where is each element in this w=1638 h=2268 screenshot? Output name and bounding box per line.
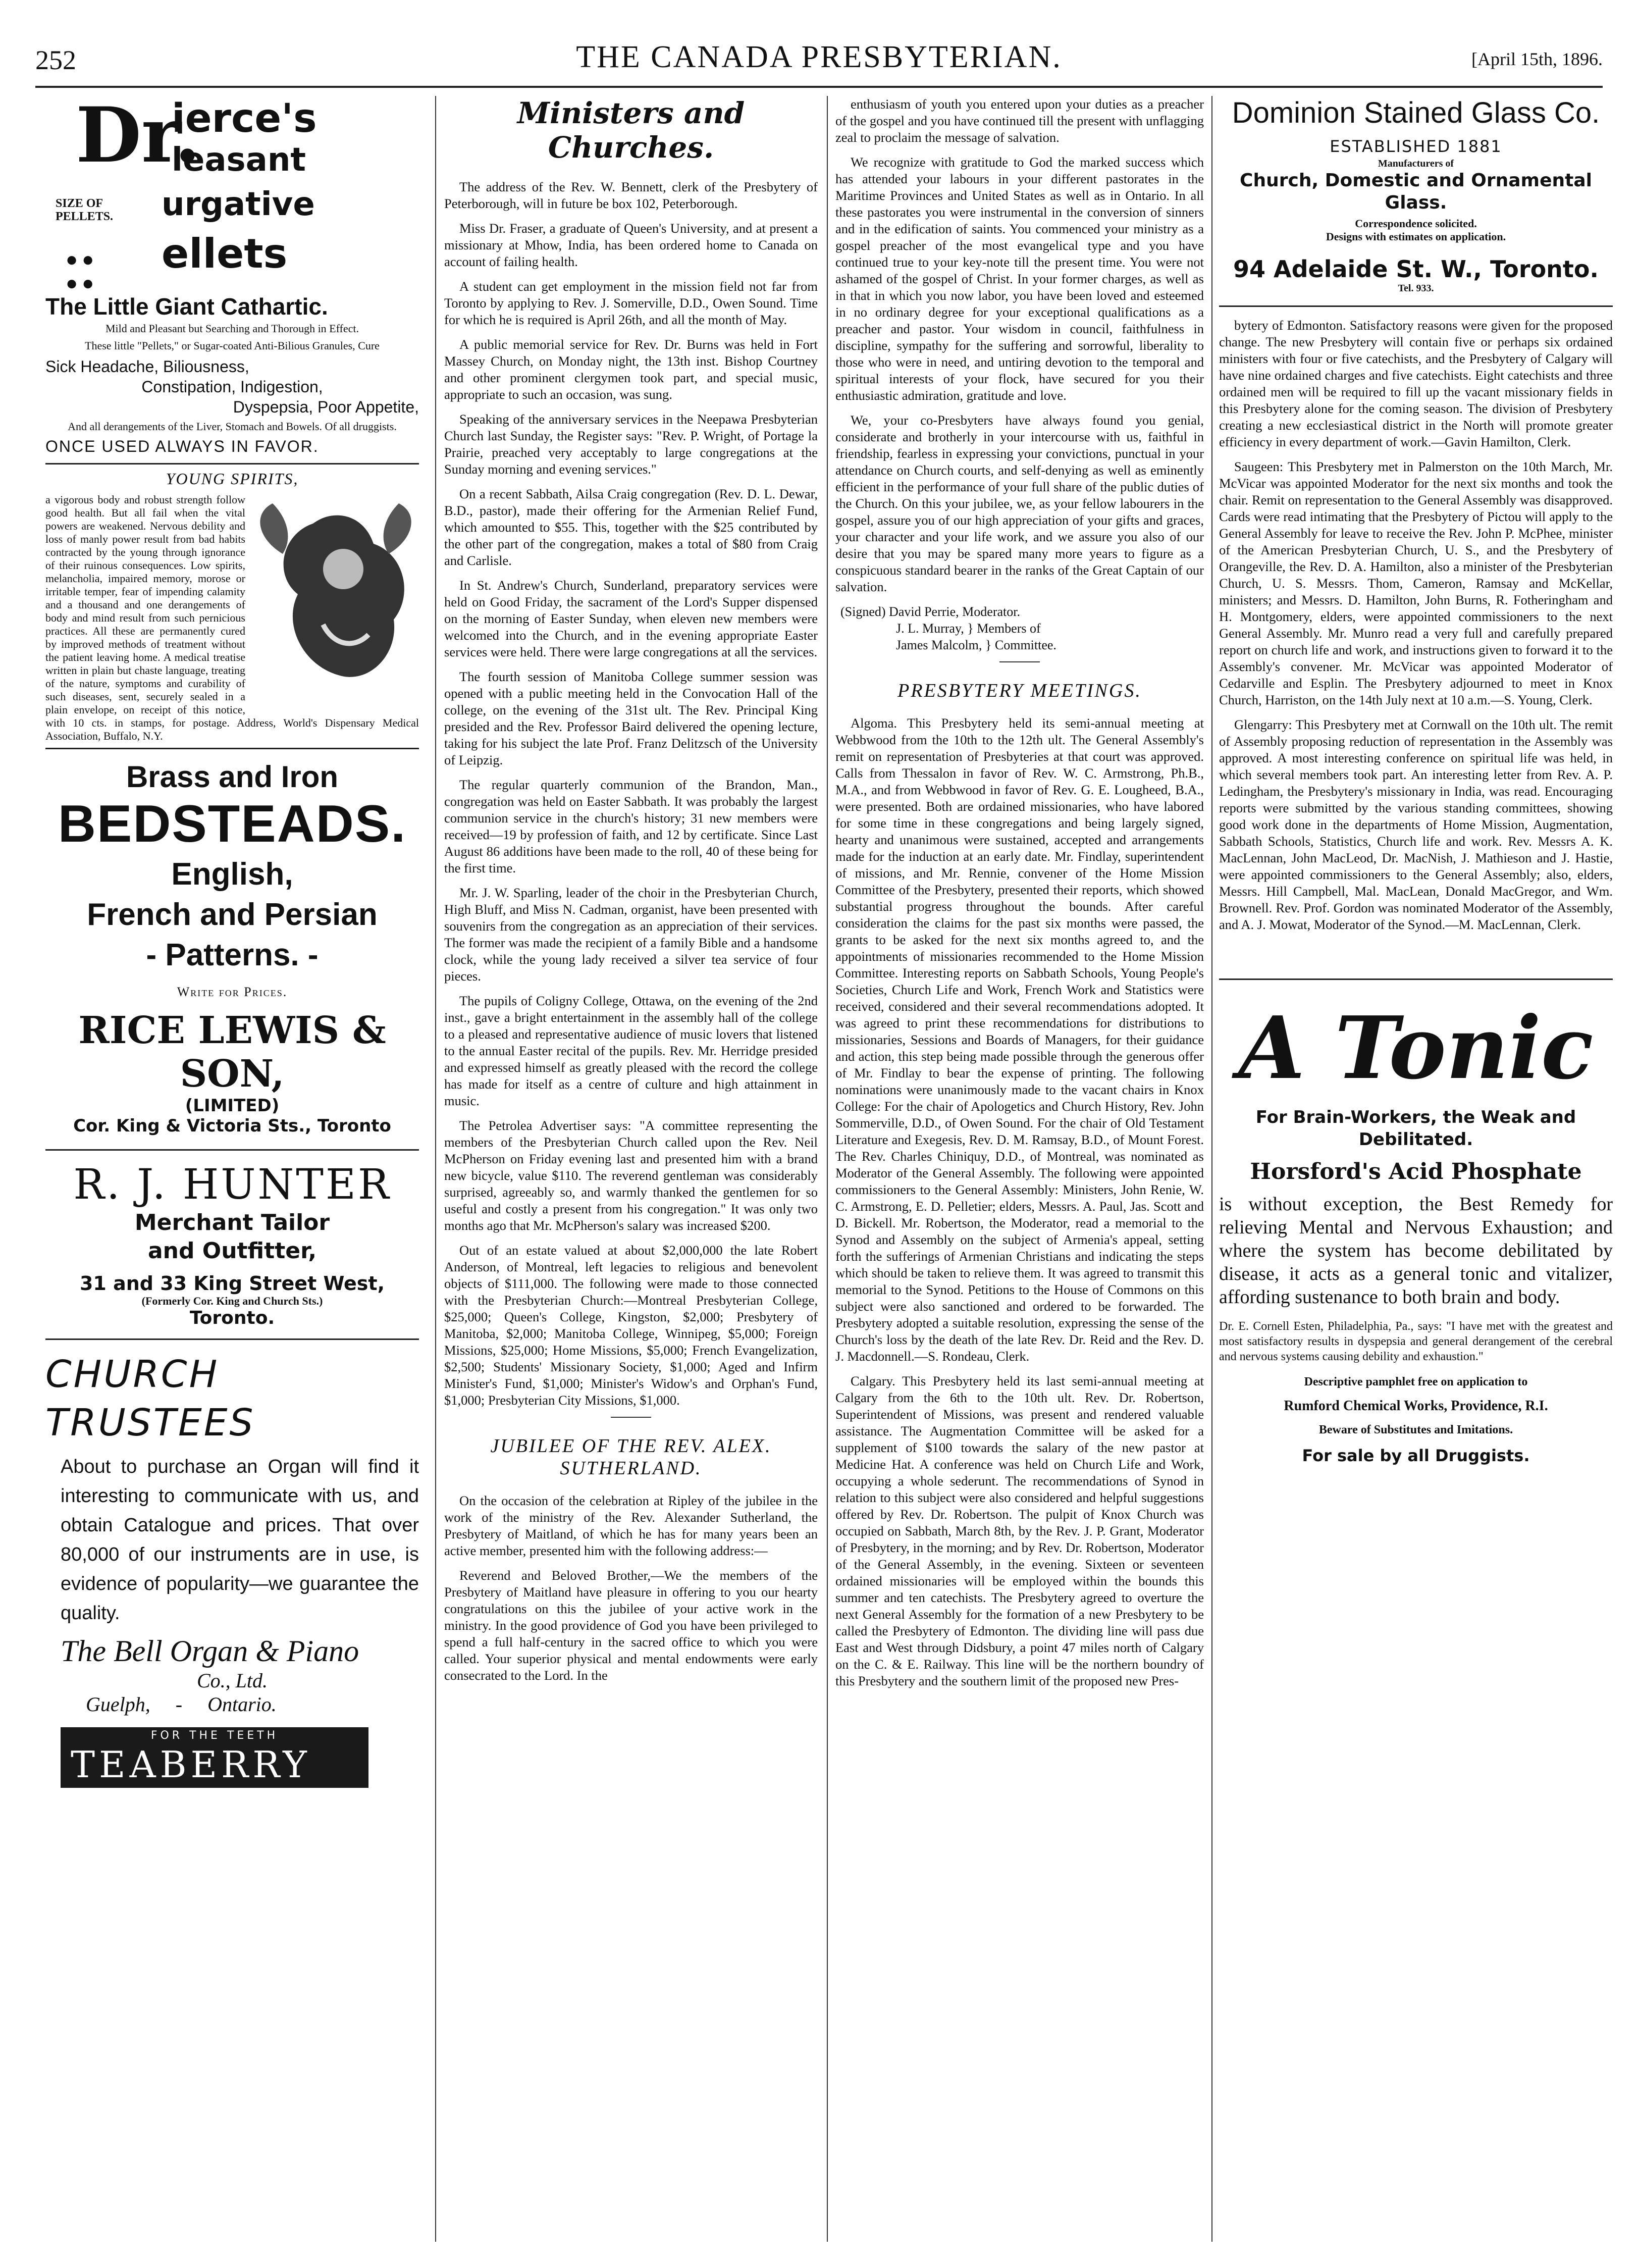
dominion-tel: Tel. 933. (1398, 283, 1434, 294)
paragraph: We, your co-Presbyters have always found you genial, considerate and brotherly in your intercourse with us, faithful in friendship, fearless in expressing your convictions, punctual in your attendance on Church courts, and self-denying as well as eminently efficient in the performance of your full share of the public duties of the Church. On this your jubilee, we, as your fellow labourers in the gospel, assure you of our high appreciation of your gifts and graces, your character and your life work, and we assure you also of our desire that you may be spared many more years to figure as a conspicuous standard bearer in the ranks of the Great Captain of our salvation. (835, 413, 1204, 594)
hunter-ad (45, 1151, 419, 1340)
signature-block (840, 603, 1204, 653)
jubilee-address (835, 96, 1204, 595)
hunter-formerly: (Formerly Cor. King and Church Sts.) (141, 1295, 323, 1307)
paragraph: enthusiasm of youth you entered upon your duties as a preacher of the gospel and you have continued till the present with unflagging zeal to proclaim the message of salvation. (835, 96, 1204, 145)
for-sale-text: For sale by all Druggists. (1302, 1446, 1530, 1465)
pierce-pellets-ad (45, 96, 419, 465)
young-spirits-body: a vigorous body and robust strength follow good health. But all fail when the vital powers are weakened. Nervous debility and loss of manly power result from bad habits contracted by the young through ignorance of their ruinous consequences. Low spirits, melancholia, impaired memory, morose or irritable temper, fear of impending calamity and a thousand and one derangements of body and mind result from such pernicious practices. All these are permanently cured by improved methods of treatment without the patient leaving home. A medical treatise written in plain but chaste language, treating of the nature, symptoms and curability of such diseases, sent, securely sealed in a plain envelope, on receipt of this notice, with 10 cts. in stamps, for postage. Address, World's Dispensary Medical Association, Buffalo, N.Y. (45, 493, 419, 742)
paragraph: Speaking of the anniversary services in the Neepawa Presbyterian Church last Sunday, the Register says: "Rev. P. Wright, of Portage la Prairie, preached very acceptably to large congregations at the Sunday morning and evening services." (444, 411, 818, 477)
hunter-city: Toronto. (189, 1308, 275, 1328)
presbytery-reports-continued (1219, 317, 1613, 933)
all-derangements-text: And all derangements of the Liver, Stomach and Bowels. Of all druggists. (68, 420, 397, 433)
bell-place: Ontario. (207, 1693, 277, 1716)
signed-line: J. L. Murray, } Members of (896, 621, 1041, 636)
paragraph: Out of an estate valued at about $2,000,000 the late Robert Anderson, of Montreal, left legacies to religious and benevolent objects of $111,000. The following were made to those connected with the Presbyterian Church:—Montreal Presbyterian College, $25,000; Queen's College, Kingston, $2,000; Presbytery of Manitoba, $2,000; Manitoba College, Winnipeg, $5,000; Foreign Missions, $25,000; Home Missions, $5,000; French Evangelization, $2,500; Students' Missionary Society, $1,000; Aged and Infirm Minister's Fund, $1,000; Minister's Widow's and Orphan's Fund, $1,000; Presbyterian City Missions, $1,000. (444, 1243, 818, 1408)
horsford-ad (1219, 978, 1613, 1465)
paragraph: Reverend and Beloved Brother,—We the members of the Presbytery of Maitland have pleasure in offering to you our hearty congratulations on this the jubilee of your active work in the ministry. In the good providence of God you have been privileged to spend a full half-century in the sacred office to which you were called. Your superior physical and mental endowments were early consecrated to the Lord. In the (444, 1568, 818, 1683)
logo-word: ellets (162, 230, 288, 277)
these-text: These little "Pellets," or Sugar-coated Anti-Bilious Granules, Cure (85, 339, 380, 352)
bedsteads-ad (45, 749, 419, 1151)
young-spirits-ad (45, 470, 419, 749)
jubilee-text (444, 1492, 818, 1684)
church-trustees-ad (45, 1340, 419, 1798)
paragraph: bytery of Edmonton. Satisfactory reasons were given for the proposed change. The new Presbytery will contain five or perhaps six ordained ministers with four or five catechists, and the Presbytery of Calgary will have nine ordained charges and five catechists. Eight catechists and three ordained men will be required to fill up the vacant missionary fields in this Presbytery alone for the coming season. The division of Presbytery creating a new ecclesiastical district in the North will promote greater efficiency in every department of work.—Gavin Hamilton, Clerk. (1219, 318, 1613, 449)
tonic-pamphlet: Descriptive pamphlet free on application to (1304, 1375, 1528, 1388)
bell-dash: - (175, 1693, 183, 1716)
hunter-address: 31 and 33 King Street West, (79, 1272, 385, 1295)
paragraph: Algoma. This Presbytery held its semi-annual meeting at Webbwood from the 10th to the 12th ult. The General Assembly's remit on representation of Presbyteries at that court was approved. Calls from Thessalon in favor of Rev. W. C. Armstrong, Ph.B., M.A., and from Webbwood in favor of Rev. G. E. Lougheed, B.A., were presented. Both are ordained missionaries, who have labored for some time in these congregations and being largely signed, hearty and unanimous were sustained, accepted and arrangements made for the induction at an early date. Mr. Findlay, superintendent of missions, and Mr. Rennie, convener of the Home Mission Committee of the Presbytery, presented their reports, which showed substantial progress throughout the bounds. After careful consideration the claims for the past six months were passed, the grants to be asked for the next six months agreed to, and the appointments of missionaries recommended to the Home Mission Committee. Interesting reports on Sabbath Schools, Young People's Societies, Church Life and Work, French Work and Statistics were received, considered and their several recommendations adopted. It was agreed to print these recommendations for distributions to missionaries, Sessions and Boards of Managers, for their guidance and action, this step being made possible through the generous offer of Mr. Findlay to bear the expense of printing. The following nominations were unanimously made to the vacant chairs in Knox College: For the chair of Apologetics and Church History, Rev. John Sommerville, D.D., of Owen Sound. For the chair of Old Testament Literature and Exegesis, Rev. D. M. Ramsay, B.D., of Mount Forest. The Rev. Charles Chiniquy, D.D., of Montreal, was nominated as Moderator of the General Assembly. The following were appointed commissioners to the General Assembly: Ministers, John Renie, W. C. Armstrong, E. D. Pelletier; elders, Messrs. A. Paul, Jas. Scott and D. Bickell. Mr. Robertson, the Moderator, read a memorial to the Synod and Assembly on the subject of Armenia's appeal, setting forth the sufferings of Armenian Christians and indicating the steps which should be taken to relieve them. It was agreed to transmit this memorial to the Synod. Petitions to the House of Commons on this subject were also sanctioned and ordered to be forwarded. The Presbytery adopted a suitable resolution, expressing the sense of the Church's loss by the death of the late Rev. Dr. Reid and the Rev. D. J. Macdonnell.—S. Rondeau, Clerk. (835, 715, 1204, 1364)
dominion-manufacturers: Manufacturers of (1378, 158, 1454, 169)
paragraph: Mr. J. W. Sparling, leader of the choir in the Presbyterian Church, High Bluff, and Miss N. Cadman, organist, have been presented with souvenirs from the congregation as an appreciation of their services. The former was made the recipient of a family Bible and a handsome clock, while the young lady received a silver tea service of four pieces. (444, 885, 818, 984)
right-column (1219, 96, 1613, 2247)
paragraph: On the occasion of the celebration at Ripley of the jubilee in the work of the ministry of the Rev. Alexander Sutherland, the Presbytery of Maitland, of which he has for many years been an active member, presented him with the following address:— (444, 1493, 818, 1558)
dominion-designs: Designs with estimates on application. (1326, 230, 1506, 243)
tonic-body: is without exception, the Best Remedy for relieving Mental and Nervous Exhaustion; and where the system has become debilitated by disease, it acts as a general tonic and vitalizer, affording sustenance to both brain and body. (1219, 1194, 1613, 1308)
paragraph: Miss Dr. Fraser, a graduate of Queen's University, and at present a missionary at Mhow, India, has been ordered home to Canada on account of failing health. (444, 221, 818, 269)
page-header (35, 39, 1603, 85)
ailment-line: Constipation, Indigestion, (141, 378, 323, 396)
brass-line: English, (171, 857, 293, 892)
dominion-glass-ad (1219, 96, 1613, 307)
header-rule (35, 86, 1603, 88)
teaberry-ad (61, 1727, 368, 1788)
catharic-title: The Little Giant Cathartic. (45, 293, 328, 320)
pellet-dots-icon: ●● ●● (66, 248, 98, 294)
paragraph: Saugeen: This Presbytery met in Palmerston on the 10th March, Mr. McVicar was appointed Moderator for the next six months and took the chair. Remit on representation to the General Assembly was disapproved. Cards were read intimating that the Presbytery of Pictou will apply to the General Assembly for leave to receive the Rev. John P. McPhee, minister of the American Presbyterian Church, U. S., and the Presbytery of Orangeville, the Rev. D. A. Hamilton, also a minister of the Presbyterian Church, U. S. Messrs. Thom, Cameron, Ramsay and McKellar, ministers; and Messrs. D. Hamilton, John Burns, R. Fotheringham and H. Montgomery, elders, were appointed commissioners to the next General Assembly. Mr. Munro read a very full and carefully prepared report on church life and work, and instructions given to forward it to the Assembly's convener. Mr. McVicar was appointed Moderator of Cedarville and Esplin. The Presbytery adjourned to meet in Knox Church, Harriston, on the 14th July next at 10 a.m.—S. Young, Clerk. (1219, 459, 1613, 707)
presbytery-reports (835, 715, 1204, 1689)
teaberry-name: TEABERRY (71, 1743, 311, 1786)
size-label: SIZE OF PELLETS. (56, 197, 114, 223)
section-rule (611, 1417, 651, 1418)
brass-line: Brass and Iron (126, 760, 339, 794)
logo-dr: Dr. (76, 96, 201, 180)
teaberry-tagline: FOR THE TEETH (150, 1729, 279, 1742)
paragraph: A public memorial service for Rev. Dr. Burns was held in Fort Massey Church, on Monday night, the 13th inst. Bishop Courtney and other prominent clergymen took part, and special music, appropriate to such an occasion, was sung. (444, 337, 818, 402)
church-body: About to purchase an Organ will find it interesting to communicate with us, and obtain Catalogue and prices. That over 80,000 of our instruments are in use, is evidence of popularity—we guarantee the quality. (61, 1456, 419, 1624)
tonic-for: For Brain-Workers, the Weak and Debilitated. (1255, 1107, 1576, 1150)
paragraph: In St. Andrew's Church, Sunderland, preparatory services were held on Good Friday, the sacrament of the Lord's Supper dispensed on the morning of Easter Sunday, when eleven new members were welcomed into the Church, and in the evening appropriate Easter services were held. There were large congregations at all the services. (444, 578, 818, 659)
dominion-name: Dominion Stained Glass Co. (1232, 96, 1600, 129)
column-divider (435, 96, 436, 2242)
signed-line: James Malcolm, } Committee. (896, 638, 1056, 652)
logo-word: leasant (172, 141, 306, 179)
signed-line: (Signed) David Perrie, Moderator. (840, 604, 1020, 619)
dominion-solicited: Correspondence solicited. (1355, 217, 1477, 230)
brass-line: - Patterns. - (146, 938, 319, 972)
rice-lewis-address: Cor. King & Victoria Sts., Toronto (73, 1116, 391, 1136)
cherub-figure-icon (252, 493, 419, 710)
trustees-heading: TRUSTEES (45, 1401, 255, 1445)
ailment-line: Sick Headache, Biliousness, (45, 357, 249, 376)
ad-column (45, 96, 419, 2247)
bell-location (86, 1692, 419, 1716)
brass-line: French and Persian (87, 897, 378, 932)
hunter-line: Merchant Tailor (134, 1210, 330, 1235)
logo-word: ierce's (172, 96, 317, 141)
paragraph: We recognize with gratitude to God the marked success which has attended your labours in your different pastorates in the Maritime Provinces and United States as well as in Ontario. In all these pastorates you were instrumental in the conversion of sinners and in the edification of saints. You commenced your ministry as a gospel preacher of the most evangelical type and you have continued true to your key-note till the present time. You were not ashamed of the gospel of Christ. In your former charges, as well as in that in which you now labor, you have been loved and esteemed in no ordinary degree for your exceptional qualifications as a preacher and pastor. Your wisdom in council, faithfulness in discipline, sympathy for the suffering and sorrowful, liberality to those who were in need, and untiring devotion to the temporal and spiritual interests of your flock, have secured for you their enthusiastic admiration, gratitude and love. (835, 154, 1204, 403)
paragraph: The pupils of Coligny College, Ottawa, on the evening of the 2nd inst., gave a bright entertainment in the assembly hall of the college to a pleased and representative audience of music lovers that listened to the annual Easter recital of the pupils. Rev. Mr. Herridge presided and expressed himself as greatly pleased with the record the college has made for itself as a centre of culture and high attainment in music. (444, 993, 818, 1108)
column-divider (827, 96, 828, 2242)
newspaper-title: THE CANADA PRESBYTERIAN. (576, 40, 1062, 74)
dominion-established: ESTABLISHED 1881 (1330, 137, 1502, 156)
paragraph: The fourth session of Manitoba College summer session was opened with a public meeting held in the Convocation Hall of the college, on the evening of the 31st ult. The Rev. Principal King presided and the Rev. Professor Baird delivered the opening lecture, taking for his subject the late Prof. Franz Delitzsch of the University of Leipzig. (444, 669, 818, 767)
write-for-prices: Write for Prices. (177, 985, 288, 999)
address-column (835, 96, 1204, 2247)
paragraph: The regular quarterly communion of the Brandon, Man., congregation was held on Easter Sabbath. It was probably the largest communion service in the church's history; 31 new members were received—19 by profession of faith, and 12 by certificate. Since Last August 86 additions have been made to the roll, 40 of these being for the first time. (444, 777, 818, 875)
bell-organ-name: The Bell Organ & Piano (61, 1634, 359, 1668)
paragraph: The Petrolea Advertiser says: "A committee representing the members of the Presbyterian Church called upon the Rev. Neil McPherson on Friday evening last and presented him with a brand new bicycle, value $110. The reverend gentleman was considerably surprised, agreeably so, and warmly thanked the gentlemen for so useful and costly a present from his congregation." It was only two months ago that Mr. McPherson's salary was increased $200. (444, 1118, 818, 1233)
hunter-name: R. J. HUNTER (73, 1161, 391, 1209)
paragraph: A student can get employment in the mission field not far from Toronto by applying to Rev. J. Somerville, D.D., Owen Sound. Time for which he is required is April 26th, and all the month of May. (444, 279, 818, 327)
paragraph: Glengarry: This Presbytery met at Cornwall on the 10th ult. The remit of Assembly proposing reduction of representation in the Assembly was approved. A most interesting conference on spiritual life was held, in which several members took part. An interesting letter from Rev. A. P. Ledingham, the Presbytery's missionary in India, was read. Encouraging reports were submitted by the various standing committees, showing good work done in the departments of Home Mission, Augmentation, Sabbath Schools, Statistics, Church life and work. Rev. Messrs A. K. MacLennan, John MacLeod, Dr. MacNish, J. Mathieson and J. Hastie, were appointed commissioners to the General Assembly; also, elders, Messrs. Hill Campbell, Mal. MacLean, Donald MacGregor, and Wm. Brownell. Rev. Prof. Gordon was nominated Moderator of the Assembly, and A. J. Mowat, Moderator of the Synod.—M. MacLennan, Clerk. (1219, 717, 1613, 932)
ailments-list (45, 356, 419, 417)
beware-text: Beware of Substitutes and Imitations. (1318, 1423, 1513, 1436)
jubilee-heading: JUBILEE OF THE REV. ALEX. SUTHERLAND. (490, 1435, 772, 1479)
once-used-text: ONCE USED ALWAYS IN FAVOR. (45, 437, 319, 455)
pierce-logo (45, 96, 419, 293)
paragraph: On a recent Sabbath, Ailsa Craig congregation (Rev. D. L. Dewar, B.D., pastor), made their offering for the Armenian Relief Fund, which amounted to $55. This, together with the $25 contributed by the other part of the congregation, makes a total of $80 from Craig and Carlisle. (444, 486, 818, 568)
tonic-testimonial: Dr. E. Cornell Esten, Philadelphia, Pa., says: "I have met with the greatest and most satisfactory results in dyspepsia and general derangement of the cerebral and nervous systems causing debility and exhaustion." (1219, 1320, 1613, 1363)
paragraph: The address of the Rev. W. Bennett, clerk of the Presbytery of Peterborough, will in future be box 102, Peterborough. (444, 179, 818, 211)
rice-lewis-name: RICE LEWIS & SON, (78, 1009, 386, 1096)
horsford-product: Horsford's Acid Phosphate (1250, 1159, 1582, 1184)
ministers-column (444, 96, 818, 2247)
logo-word: urgative (162, 186, 315, 223)
ailment-line: Dyspepsia, Poor Appetite, (233, 398, 419, 416)
section-rule (999, 661, 1040, 662)
young-spirits-heading: YOUNG SPIRITS, (166, 470, 299, 488)
limited-label: (LIMITED) (185, 1096, 280, 1116)
dominion-kinds: Glass. (1385, 192, 1447, 213)
tonic-title: A Tonic (1238, 998, 1594, 1099)
column-divider (1211, 96, 1212, 2242)
issue-date: [April 15th, 1896. (1471, 49, 1603, 69)
dominion-kinds: Church, Domestic and Ornamental (1240, 170, 1592, 191)
bell-place: Guelph, (86, 1693, 150, 1716)
presbytery-meetings-heading: PRESBYTERY MEETINGS. (897, 680, 1142, 701)
dominion-address: 94 Adelaide St. W., Toronto. (1233, 255, 1599, 283)
church-heading: CHURCH (45, 1353, 220, 1396)
rumford-works: Rumford Chemical Works, Providence, R.I. (1284, 1398, 1548, 1414)
ministers-news (444, 179, 818, 1409)
paragraph: Calgary. This Presbytery held its last semi-annual meeting at Calgary from the 6th to the 10th ult. Rev. Dr. Robertson, Superintendent of Missions, was present and rendered valuable assistance. The Augmentation Committee will be asked for a supplement of $100 towards the salary of the new pastor at Medicine Hat. A conference was held on Church Life and Work, occupying a whole sederunt. The recommendations of Synod in relation to this subject were also considered and helpful suggestions offered by Rev. Dr. Robertson. The pulpit of Knox Church was occupied on Sabbath, March 8th, by the Rev. J. P. Grant, Moderator of Presbytery, in the morning; and by Rev. Dr. Robertson, Moderator of the General Assembly, in the evening. Sixteen or seventeen ordained missionaries will be employed within the bounds this summer and ten catechists. The Presbytery agreed to overture the next General Assembly for the formation of a new Presbytery to be called the Presbytery of Edmonton. The dividing line will pass due East and West through Didsbury, a point 47 miles north of Calgary on the C. & E. Railway. This line will be the northern boundry of this Presbytery and the southern limit of the proposed new Pres- (835, 1373, 1204, 1688)
mild-text: Mild and Pleasant but Searching and Thorough in Effect. (105, 322, 359, 335)
bedsteads-title: BEDSTEADS. (58, 795, 407, 853)
ministers-heading: Ministers and Churches. (517, 96, 745, 165)
page-number: 252 (35, 45, 76, 75)
hunter-line: and Outfitter, (147, 1238, 317, 1264)
bell-co-ltd: Co., Ltd. (196, 1669, 268, 1692)
